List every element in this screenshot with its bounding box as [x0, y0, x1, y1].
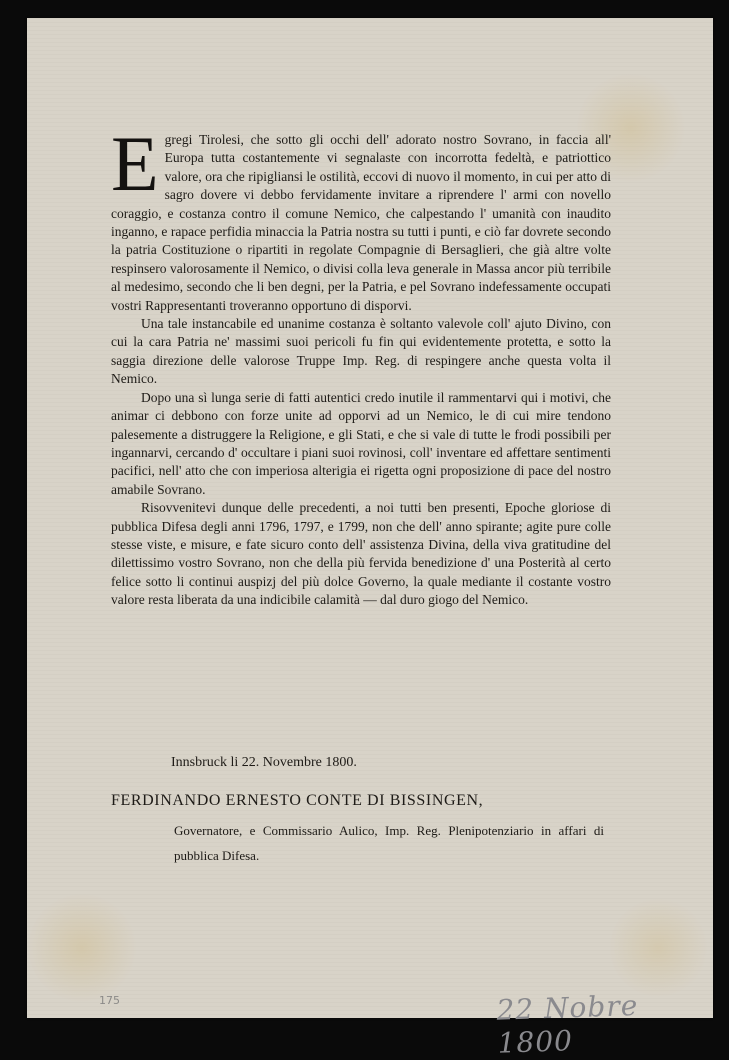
paragraph-4: Risovvenitevi dunque delle precedenti, a noi tutti ben presenti, Epoche gloriose di pubblica Difesa degli anni 1796, 1797, e 1799, non che dell' anno spirante; agite pure colle stesse viste, e misure, e fate sicuro conto dell' assistenza Divina, della viva gratitudine del dilettissimo vostro Sovrano, non che della più fervida benedizione d' una Posterità al certo felice sotto li continui auspizj del più dolce Governo, la quale mediante il costante vostro valore resta liberata da una indicibile calamità — dal duro giogo del Nemico. — [111, 500, 611, 608]
paragraph-3: Dopo una sì lunga serie di fatti autentici credo inutile il rammentarvi qui i motivi, che animar ci debbono con forze unite ad opporvi ad un Nemico, le di cui mire tendono palesemente a distruggere la Religione, e gli Stati, e che si vale di tutte le frodi possibili per ingannarvi, cercando d' occultare i piani suoi rovinosi, coll' inventare ed affettare sentimenti pacifici, nell' atto che con imperiosa alterigia ei rigetta ogni proposizione di pace del nostro amabile Sovrano. — [111, 389, 611, 497]
signatory-role: Governatore, e Commissario Aulico, Imp. Reg. Plenipotenziario in affari di pubblica Difesa. — [174, 823, 604, 863]
document-sheet — [27, 18, 713, 1060]
dropcap-letter: E — [111, 120, 159, 207]
pencil-date-annotation: 22 Nobre 1800 — [495, 988, 639, 1060]
place-date: Innsbruck li 22. Novembre 1800. — [171, 755, 357, 770]
signatory-name: FERDINANDO ERNESTO CONTE DI BISSINGEN, — [111, 792, 484, 809]
paragraph-1: gregi Tirolesi, che sotto gli occhi dell' adorato nostro Sovrano, in faccia all' Europa tutta costantemente vi segnalaste con incorrotta fedeltà, e patriottico valore, ora che ripigliansi le ostilità, eccovi di nuovo il momento, in cui per atto di sagro dovere vi debbo fervidamente invitare a riprendere l' armi con novello coraggio, e costanza contro il comune Nemico, che calpestando l' umanità con inaudito inganno, e rapace perfidia minaccia la Patria nostra su tutti i punti, e ciò far dovrete secondo la patria Costituzione o ripartiti in regolate Compagnie di Bersaglieri, che già altre volte respinsero valorosamente il Nemico, o divisi colla leva generale in Massa ancor più terribile al medesimo, secondo che li ben degni, per la Patria, e pel Sovrano indefessamente occupati vostri Rappresentanti troveranno opportuno di disporvi. — [111, 132, 611, 313]
paragraph-2: Una tale instancabile ed unanime costanza è soltanto valevole coll' ajuto Divino, con cui la cara Patria ne' massimi suoi pericoli fu fin qui evidentemente protetta, e sotto la saggia direzione delle valorose Truppe Imp. Reg. di respingere anche questa volta il Nemico. — [111, 316, 611, 387]
proclamation-body — [111, 120, 611, 610]
pencil-number: 175 — [99, 994, 120, 1007]
